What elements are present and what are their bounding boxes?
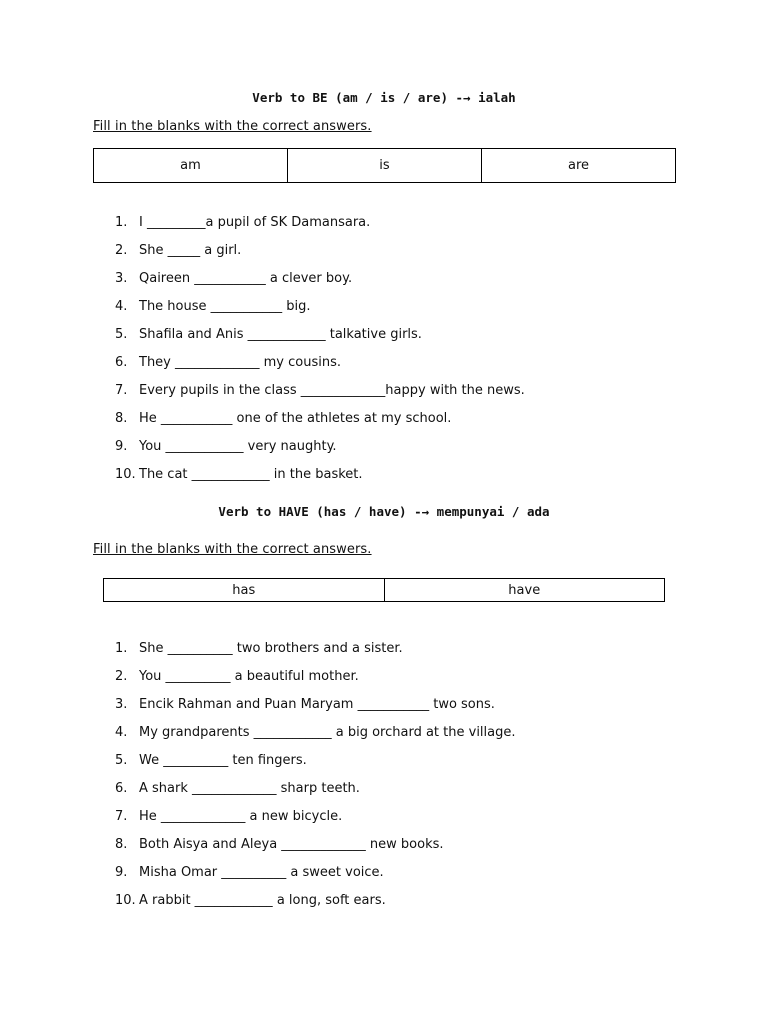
question-item: 10. A rabbit ____________ a long, soft ears. [115,893,386,908]
question-item: 3. Qaireen ___________ a clever boy. [115,271,353,286]
question-item: 2. You __________ a beautiful mother. [115,669,359,684]
question-item: 10. The cat ____________ in the basket. [115,467,363,482]
section1-questions [115,214,525,494]
question-item: 7. Every pupils in the class _____________happy with the news. [115,383,525,398]
section1-options-table [93,148,676,183]
option-has: has [104,579,385,602]
question-item: 4. The house ___________ big. [115,299,311,314]
question-item: 5. We __________ ten fingers. [115,753,307,768]
section2-instruction: Fill in the blanks with the correct answers. [93,542,372,557]
question-item: 8. He ___________ one of the athletes at my school. [115,411,452,426]
option-am: am [94,149,288,183]
section2-title: Verb to HAVE (has / have) -→ mempunyai / ada [218,504,550,519]
question-item: 9. Misha Omar __________ a sweet voice. [115,865,384,880]
question-item: 5. Shafila and Anis ____________ talkative girls. [115,327,422,342]
question-item: 6. They _____________ my cousins. [115,355,341,370]
section2-options-table [103,578,665,602]
question-item: 1. I _________a pupil of SK Damansara. [115,215,371,230]
option-are: are [482,149,676,183]
question-item: 1. She __________ two brothers and a sister. [115,641,403,656]
question-item: 8. Both Aisya and Aleya _____________ new books. [115,837,444,852]
question-item: 2. She _____ a girl. [115,243,242,258]
section1-title: Verb to BE (am / is / are) -→ ialah [252,90,516,105]
question-item: 3. Encik Rahman and Puan Maryam ___________ two sons. [115,697,495,712]
option-is: is [288,149,482,183]
question-item: 7. He _____________ a new bicycle. [115,809,343,824]
question-item: 6. A shark _____________ sharp teeth. [115,781,360,796]
question-item: 4. My grandparents ____________ a big orchard at the village. [115,725,516,740]
option-have: have [384,579,665,602]
section2-questions [115,640,516,920]
section1-instruction: Fill in the blanks with the correct answers. [93,119,372,134]
question-item: 9. You ____________ very naughty. [115,439,337,454]
